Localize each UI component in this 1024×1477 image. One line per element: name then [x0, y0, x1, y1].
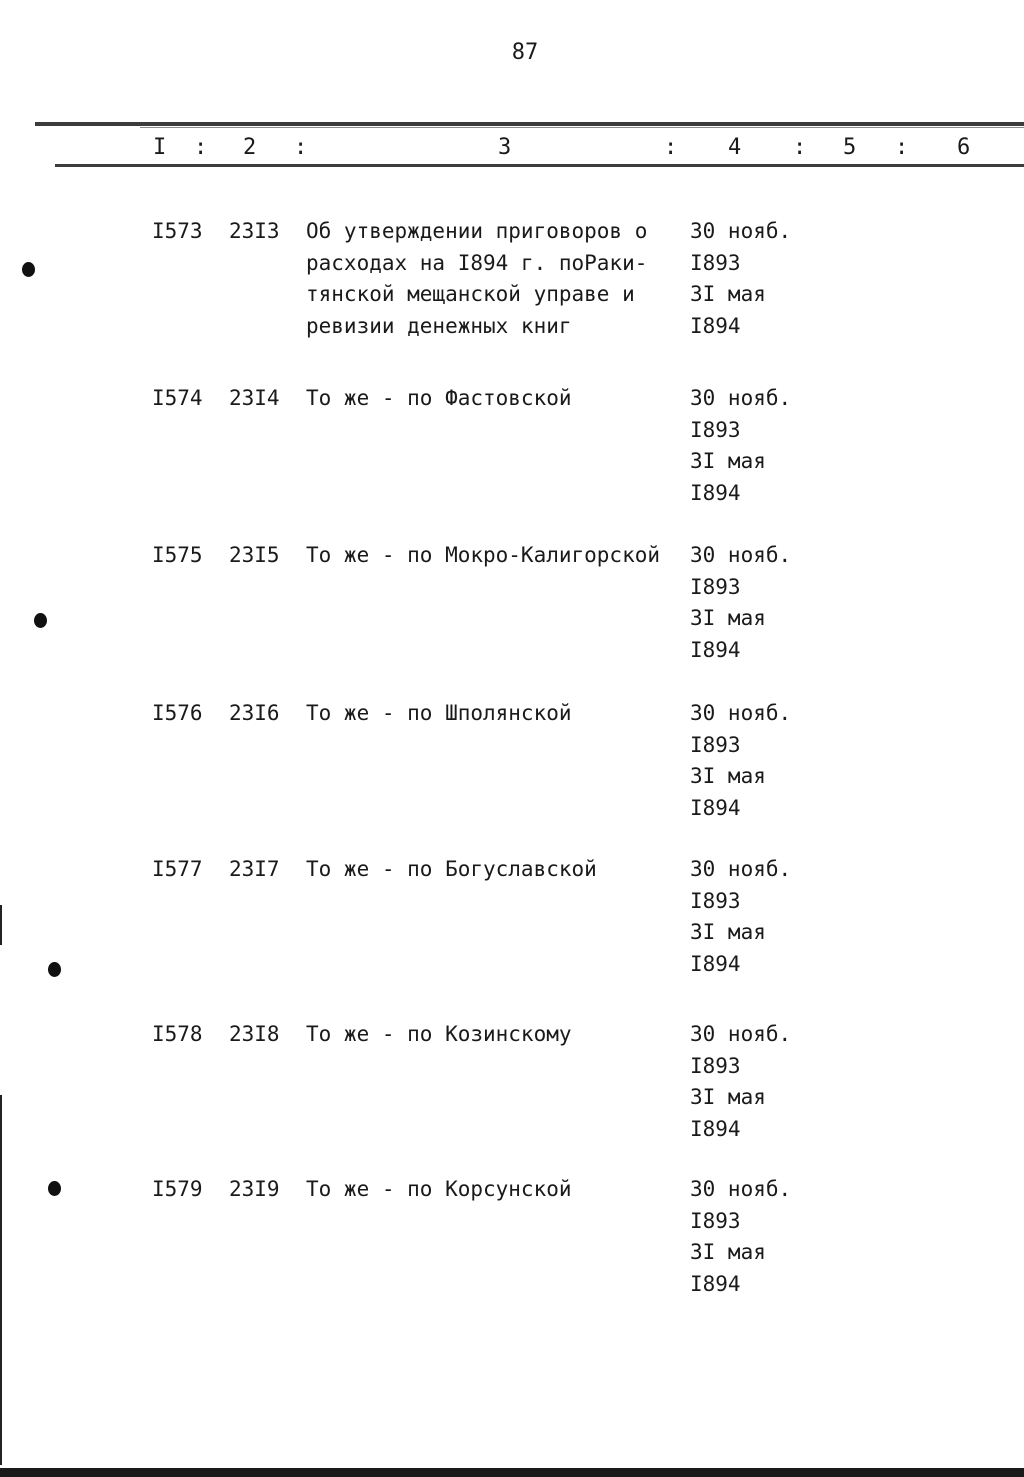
row-text-line: То же - по Богуславской: [306, 857, 597, 881]
punch-hole: [48, 962, 61, 977]
row-date-line: I894: [690, 1116, 741, 1141]
header-rule-top-thin: [140, 127, 1024, 128]
row-date-line: 3I мая: [690, 606, 766, 630]
column-header-6: 6: [957, 135, 971, 160]
row-date-line: 30 нояб.: [690, 701, 792, 725]
row-date-line: 3I мая: [690, 920, 766, 944]
column-header-5: 5: [843, 135, 857, 160]
column-separator: :: [664, 135, 678, 160]
punch-hole: [22, 262, 35, 277]
row-date-line: 30 нояб.: [690, 1177, 792, 1201]
row-code: 23I9: [229, 1177, 280, 1201]
row-date-line: I894: [690, 637, 741, 662]
row-text-line: ревизии денежных книг: [306, 313, 572, 338]
row-date-line: 30 нояб.: [690, 543, 792, 567]
scan-margin-edge: [0, 905, 2, 945]
row-text-line: То же - по Шполянской: [306, 701, 572, 725]
row-date-line: I894: [690, 951, 741, 976]
column-separator: :: [895, 135, 909, 160]
row-number: I577: [152, 857, 203, 881]
row-code: 23I6: [229, 701, 280, 725]
row-number: I578: [152, 1022, 203, 1046]
column-header-3: 3: [498, 135, 512, 160]
row-date-line: 3I мая: [690, 1240, 766, 1264]
row-number: I573: [152, 219, 203, 243]
row-date-line: I894: [690, 480, 741, 505]
row-number: I579: [152, 1177, 203, 1201]
row-code: 23I8: [229, 1022, 280, 1046]
row-date-line: I893: [690, 1208, 741, 1233]
row-date-line: 3I мая: [690, 764, 766, 788]
row-date-line: I893: [690, 574, 741, 599]
row-code: 23I7: [229, 857, 280, 881]
row-text-line: тянской мещанской управе и: [306, 282, 635, 306]
row-date-line: I893: [690, 417, 741, 442]
row-text-line: Об утверждении приговоров о: [306, 219, 648, 243]
row-date-line: I893: [690, 888, 741, 913]
row-date-line: 3I мая: [690, 1085, 766, 1109]
row-date-line: I893: [690, 732, 741, 757]
row-code: 23I3: [229, 219, 280, 243]
punch-hole: [34, 613, 47, 628]
scan-margin-edge: [0, 1095, 2, 1465]
row-date-line: I894: [690, 1271, 741, 1296]
header-rule-bottom: [55, 164, 1024, 167]
column-separator: :: [194, 135, 208, 160]
row-number: I575: [152, 543, 203, 567]
punch-hole: [48, 1181, 61, 1196]
row-date-line: 3I мая: [690, 449, 766, 473]
row-date-line: 30 нояб.: [690, 1022, 792, 1046]
column-header-2: 2: [243, 135, 257, 160]
row-code: 23I5: [229, 543, 280, 567]
row-date-line: 30 нояб.: [690, 857, 792, 881]
column-separator: :: [294, 135, 308, 160]
row-text-line: расходах на I894 г. поРаки-: [306, 250, 648, 275]
row-date-line: 30 нояб.: [690, 386, 792, 410]
row-date-line: I894: [690, 313, 741, 338]
row-code: 23I4: [229, 386, 280, 410]
row-date-line: 30 нояб.: [690, 219, 792, 243]
column-header-4: 4: [728, 135, 742, 160]
header-rule-top: [35, 122, 1024, 126]
row-date-line: 3I мая: [690, 282, 766, 306]
row-number: I574: [152, 386, 203, 410]
row-date-line: I893: [690, 1053, 741, 1078]
row-date-line: I893: [690, 250, 741, 275]
page-number: 87: [511, 40, 539, 65]
column-separator: :: [793, 135, 807, 160]
row-text-line: То же - по Фастовской: [306, 386, 572, 410]
row-text-line: То же - по Корсунской: [306, 1177, 572, 1201]
scan-bottom-edge: [0, 1468, 1024, 1477]
column-header-1: I: [153, 135, 167, 160]
row-number: I576: [152, 701, 203, 725]
row-date-line: I894: [690, 795, 741, 820]
row-text-line: То же - по Козинскому: [306, 1022, 572, 1046]
row-text-line: То же - по Мокро-Калигорской: [306, 543, 661, 567]
